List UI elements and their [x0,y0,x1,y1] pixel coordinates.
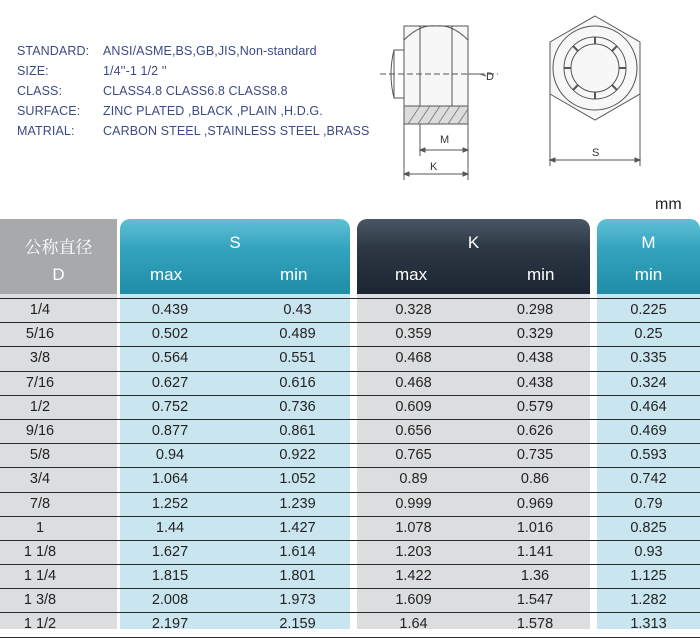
cell-m-min: 0.335 [630,350,667,367]
cell-nominal-size: 1/2 [29,398,51,415]
cell-s-max: 0.752 [151,398,189,415]
table-row [0,372,700,396]
header-k-max: max [395,265,428,284]
cell-s-max: 1.252 [151,495,189,512]
header-nominal-diameter [0,219,117,294]
dimension-label-s: S [592,147,600,159]
header-s [120,219,350,294]
header-k-min: min [527,265,555,284]
cell-s-min: 1.801 [279,568,316,585]
cell-m-min: 1.282 [630,592,667,609]
cell-k-min: 0.438 [516,374,554,391]
cell-nominal-size: 7/16 [25,374,55,391]
table-row [0,613,700,637]
cell-m-min: 1.125 [630,568,667,585]
cell-k-min: 1.578 [516,616,554,633]
cell-s-max: 2.197 [151,616,189,633]
table-row [0,347,700,371]
cell-k-min: 0.298 [516,302,554,318]
cell-s-min: 0.922 [279,447,316,464]
spec-value: 1/4''-1 1/2 '' [103,64,167,78]
cell-k-max: 0.328 [395,302,432,318]
cell-s-min: 1.052 [279,471,316,488]
cell-k-max: 0.656 [395,422,432,439]
cell-nominal-size: 5/8 [29,447,51,464]
cell-k-max: 0.468 [395,350,432,367]
cell-nominal-size: 1 [35,519,45,536]
dimension-label-d: D [486,71,494,83]
spec-list [17,41,369,141]
spec-value: CLASS4.8 CLASS6.8 CLASS8.8 [103,84,288,98]
cell-k-min: 0.579 [516,398,554,415]
cell-k-max: 0.89 [399,471,428,488]
cell-k-min: 0.969 [516,495,554,512]
header-d-title: 公称直径 [24,238,93,257]
cell-k-max: 0.999 [395,495,432,512]
table-row [0,323,700,347]
cell-m-min: 0.324 [630,374,667,391]
header-m-title: M [641,233,656,252]
cell-m-min: 0.593 [630,447,667,464]
table-row [0,517,700,541]
header-m [597,219,700,294]
header-d-sub: D [52,265,65,284]
cell-s-min: 2.159 [279,616,316,633]
cell-k-min: 0.438 [516,350,554,367]
cell-k-max: 1.609 [395,592,432,609]
cell-nominal-size: 3/8 [29,350,51,367]
table-row [0,298,700,323]
header-s-min: min [280,265,308,284]
cell-s-max: 0.502 [151,326,189,343]
cell-s-min: 1.614 [279,543,316,560]
table-row [0,493,700,517]
dimension-label-m: M [440,134,450,146]
cell-k-min: 1.016 [516,519,554,536]
cell-s-min: 0.736 [279,398,316,415]
cell-k-max: 1.203 [395,543,432,560]
spec-key: STANDARD: [17,44,90,58]
cell-k-min: 0.626 [516,422,554,439]
cell-s-min: 0.616 [279,374,316,391]
cell-nominal-size: 9/16 [25,422,55,439]
cell-m-min: 0.469 [630,422,667,439]
nut-side-view-drawing [380,10,510,182]
header-k [357,219,590,294]
cell-s-min: 1.427 [279,519,316,536]
spec-row-size [17,61,369,81]
cell-nominal-size: 1 1/4 [23,568,57,585]
cell-s-max: 2.008 [151,592,189,609]
cell-s-max: 0.564 [151,350,189,367]
table-row [0,444,700,468]
cell-k-max: 1.078 [395,519,432,536]
cell-k-min: 0.329 [516,326,554,343]
cell-k-max: 1.422 [395,568,432,585]
cell-s-min: 0.861 [279,422,316,439]
cell-s-max: 0.439 [151,302,189,318]
cell-s-max: 1.44 [155,519,185,536]
cell-k-max: 0.468 [395,374,432,391]
spec-row-material [17,121,369,141]
cell-nominal-size: 1 1/8 [23,543,57,560]
cell-k-max: 1.64 [399,616,428,633]
cell-s-max: 0.94 [155,447,185,464]
cell-s-min: 1.239 [279,495,316,512]
cell-s-min: 0.43 [283,302,312,318]
cell-m-min: 1.313 [630,616,667,633]
cell-s-max: 1.064 [151,471,189,488]
cell-k-max: 0.359 [395,326,432,343]
dimension-label-k: K [430,161,438,173]
cell-k-min: 1.141 [516,543,554,560]
table-row [0,468,700,492]
unit-label: mm [655,196,682,213]
cell-s-max: 0.877 [151,422,189,439]
cell-s-max: 1.815 [151,568,189,585]
cell-s-max: 1.627 [151,543,189,560]
cell-nominal-size: 5/16 [25,326,55,343]
spec-value: CARBON STEEL ,STAINLESS STEEL ,BRASS [103,124,370,138]
dimension-table [0,219,700,633]
spec-row-surface [17,101,369,121]
spec-key: SIZE: [17,64,49,78]
cell-nominal-size: 7/8 [29,495,51,512]
cell-s-min: 0.489 [279,326,316,343]
cell-k-min: 0.735 [516,447,554,464]
header-s-max: max [150,265,183,284]
header-m-min: min [634,265,663,284]
cell-s-min: 1.973 [279,592,316,609]
table-body [0,298,700,638]
cell-nominal-size: 1/4 [29,302,51,318]
spec-row-class [17,81,369,101]
cell-k-min: 1.36 [520,568,550,585]
cell-m-min: 0.93 [634,543,663,560]
spec-key: MATRIAL: [17,124,75,138]
cell-nominal-size: 3/4 [29,471,51,488]
table-row [0,541,700,565]
cell-m-min: 0.825 [630,519,667,536]
cell-m-min: 0.742 [630,471,667,488]
table-row [0,420,700,444]
cell-m-min: 0.225 [630,302,667,318]
table-row [0,396,700,420]
header-s-title: S [229,233,241,252]
spec-value: ANSI/ASME,BS,GB,JIS,Non-standard [103,44,317,58]
spec-key: CLASS: [17,84,63,98]
spec-key: SURFACE: [17,104,81,118]
header-k-title: K [467,233,480,252]
cell-nominal-size: 1 1/2 [23,616,57,633]
cell-m-min: 0.79 [634,495,663,512]
spec-row-standard [17,41,369,61]
cell-nominal-size: 1 3/8 [23,592,57,609]
cell-k-min: 0.86 [520,471,550,488]
nut-top-view-drawing [540,14,650,174]
cell-k-max: 0.609 [395,398,432,415]
spec-value: ZINC PLATED ,BLACK ,PLAIN ,H.D.G. [103,104,323,118]
cell-k-min: 1.547 [516,592,554,609]
cell-s-max: 0.627 [151,374,189,391]
cell-m-min: 0.25 [634,326,663,343]
cell-k-max: 0.765 [395,447,432,464]
cell-s-min: 0.551 [279,350,316,367]
cell-m-min: 0.464 [630,398,667,415]
table-row [0,565,700,589]
table-row [0,589,700,613]
